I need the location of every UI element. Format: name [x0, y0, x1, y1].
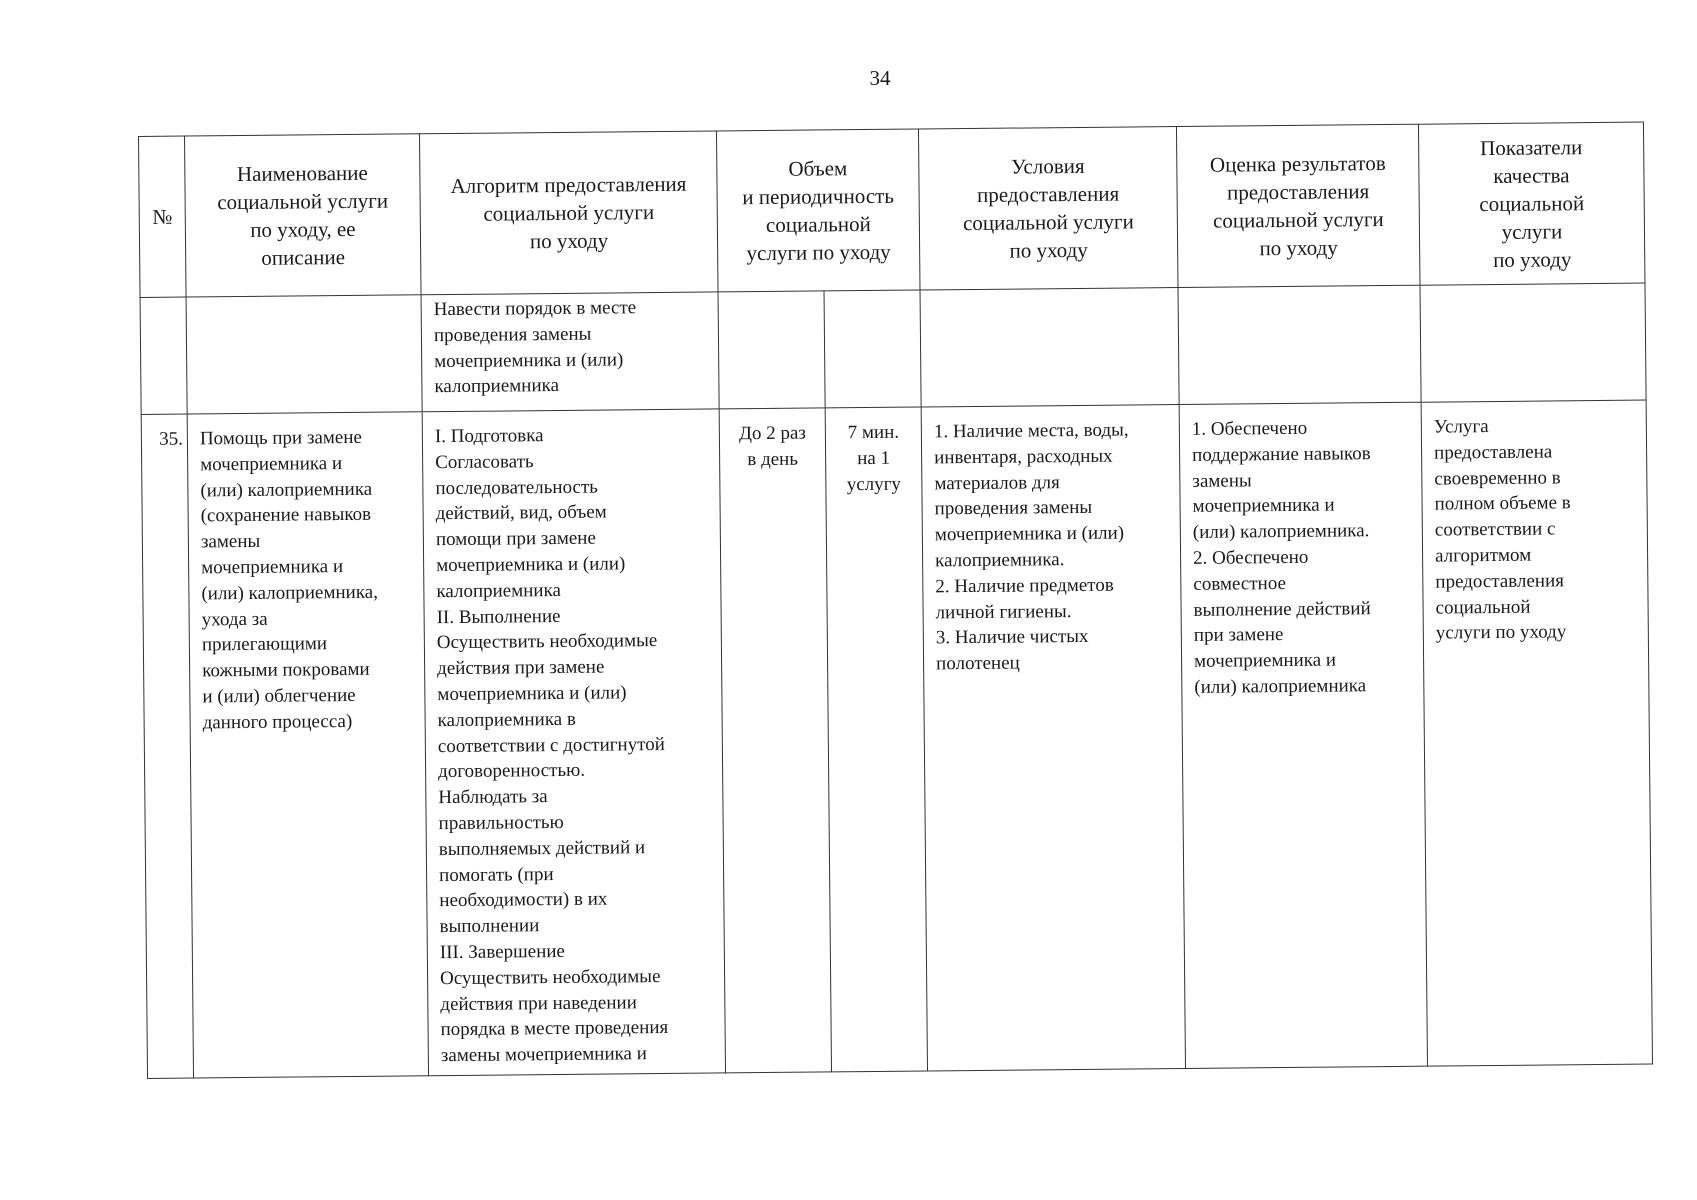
page-number: 34 — [869, 66, 891, 90]
quality-text: Услуга предоставлена своевременно в полном объеме в соответствии с алгоритмом предоставления социальной услуги по уходу — [1421, 400, 1652, 1066]
conditions-text: 1. Наличие места, воды, инвентаря, расходных материалов для проведения замены мочеприемника и (или) калоприемника. 2. Наличие предметов личной гигиены. 3. Наличие чистых полотенец — [921, 405, 1185, 1071]
table-row — [141, 400, 1652, 1078]
frequency: До 2 раз в день — [719, 408, 831, 1073]
quality-text — [1420, 283, 1646, 402]
algorithm-text: I. Подготовка Согласовать последовательность действий, вид, объем помощи при замене мочеприемника и (или) калоприемника II. Выполнение Осуществить необходимые действия при замене мочеприемника и (или) калоприемника в соответствии с достигнутой договоренностью. Наблюдать за правильностью выполняемых действий и помогать (при необходимости) в их выполнении III. Завершение Осуществить необходимые действия при наведении порядка в месте проведения замены мочеприемника и — [422, 409, 725, 1076]
header-algorithm: Алгоритм предоставления социальной услуги по уходу — [419, 131, 718, 295]
header-quality: Показатели качества социальной услуги по уходу — [1418, 122, 1645, 285]
header-evaluation: Оценка результатов предоставления социальной услуги по уходу — [1176, 124, 1420, 287]
header-volume: Объем и периодичность социальной услуги по уходу — [716, 129, 920, 292]
row-number — [140, 297, 187, 414]
duration: 7 мин. на 1 услугу — [825, 407, 927, 1072]
header-number: № — [139, 136, 187, 297]
algorithm-text: Навести порядок в месте проведения замены мочеприемника и (или) калоприемника — [421, 292, 719, 412]
service-name — [186, 295, 422, 414]
conditions-text — [920, 288, 1179, 407]
duration — [824, 290, 921, 408]
document-sheet — [138, 122, 1652, 1079]
frequency — [718, 291, 825, 409]
evaluation-text: 1. Обеспечено поддержание навыков замены мочеприемника и (или) калоприемника. 2. Обеспечено совместное выполнение действий при замене мочеприемника и (или) калоприемника — [1179, 402, 1427, 1068]
header-conditions: Условия предоставления социальной услуги по уходу — [918, 127, 1178, 290]
services-table — [138, 122, 1653, 1079]
row-number: 35. — [141, 414, 193, 1078]
table-header-row — [139, 122, 1645, 297]
table-row — [140, 283, 1646, 414]
service-name: Помощь при замене мочеприемника и (или) калоприемника (сохранение навыков замены мочеприемника и (или) калоприемника, ухода за прилегающими кожными покровами и (или) облегчение данного процесса) — [187, 412, 428, 1078]
evaluation-text — [1178, 285, 1421, 404]
header-service-name: Наименование социальной услуги по уходу, ее описание — [185, 134, 422, 297]
